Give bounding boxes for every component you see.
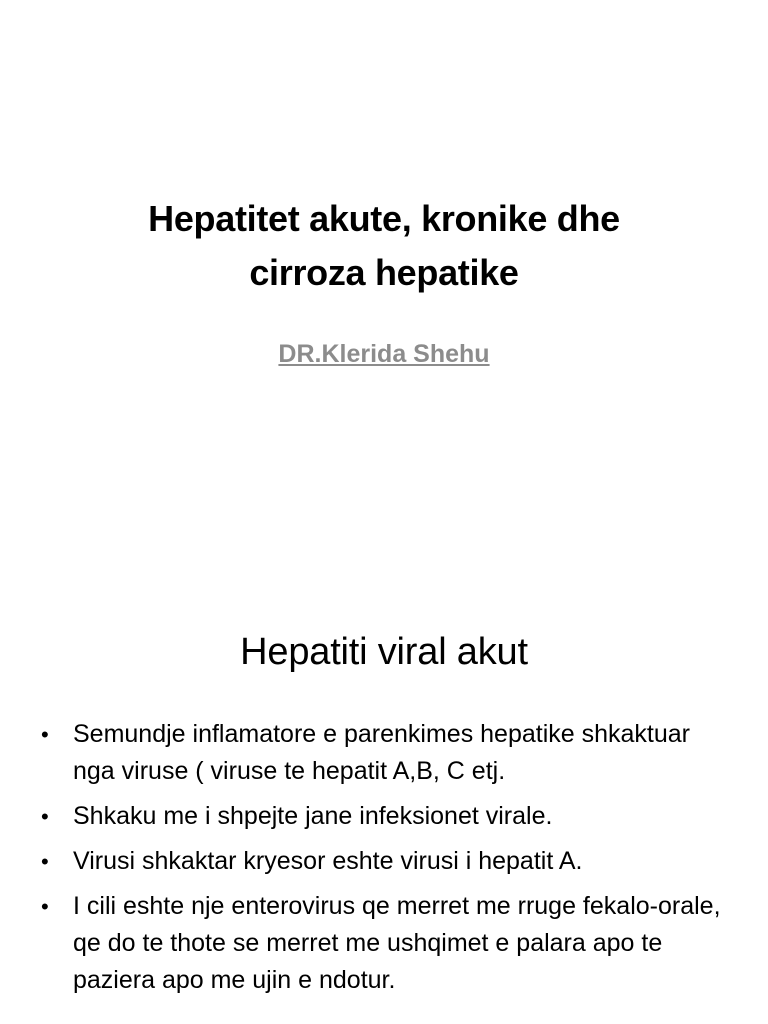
- presentation-title: [40, 192, 728, 300]
- bullet-list: [40, 716, 730, 1007]
- bullet-text: Semundje inflamatore e parenkimes hepatike shkaktuar nga viruse ( viruse te hepatit A,B, C etj.: [73, 720, 691, 785]
- bullet-item: [40, 716, 730, 790]
- slide-title: Hepatiti viral akut: [240, 631, 528, 673]
- content-slide: [0, 580, 768, 1024]
- bullet-marker: •: [41, 722, 49, 747]
- presentation-title-line-2: cirroza hepatike: [249, 252, 519, 293]
- bullet-item: [40, 843, 730, 880]
- author-link[interactable]: DR.Klerida Shehu: [278, 340, 490, 368]
- bullet-marker: •: [41, 804, 49, 829]
- presentation-title-line-1: Hepatitet akute, kronike dhe: [148, 198, 620, 239]
- bullet-text: I cili eshte nje enterovirus qe merret me rruge fekalo-orale, qe do te thote se merret me ushqimet e palara apo te paziera apo me ujin e ndotur.: [73, 892, 721, 994]
- bullet-marker: •: [41, 894, 49, 919]
- bullet-marker: •: [41, 849, 49, 874]
- bullet-item: [40, 798, 730, 835]
- bullet-text: Shkaku me i shpejte jane infeksionet virale.: [73, 802, 553, 830]
- bullet-item: [40, 888, 730, 999]
- bullet-text: Virusi shkaktar kryesor eshte virusi i hepatit A.: [73, 847, 583, 875]
